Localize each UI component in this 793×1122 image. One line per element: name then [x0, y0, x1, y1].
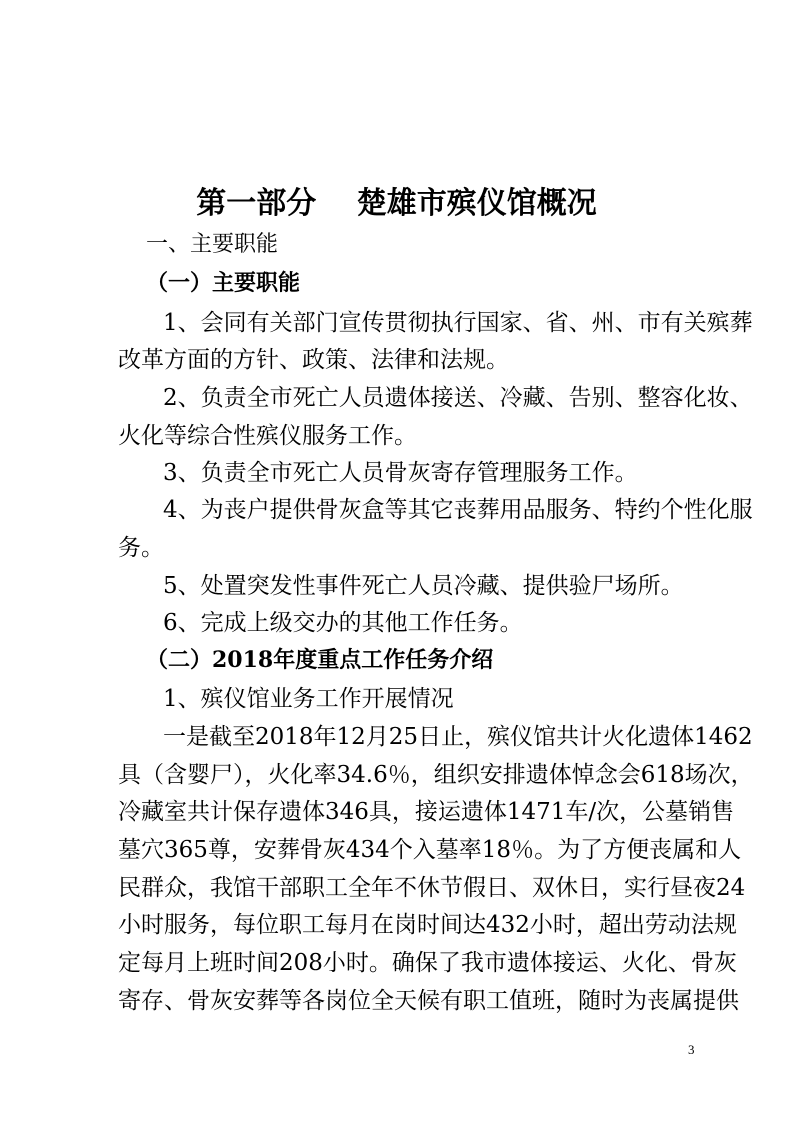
paragraph-line: 6、完成上级交办的其他工作任务。: [163, 610, 523, 636]
page-number: 3: [688, 1042, 695, 1057]
paragraph-line: 4、为丧户提供骨灰盒等其它丧葬用品服务、特约个性化服: [163, 497, 753, 523]
paragraph-line: 民群众，我馆干部职工全年不休节假日、双休日，实行昼夜24: [118, 875, 746, 901]
paragraph-line: 小时服务，每位职工每月在岗时间达432小时，超出劳动法规: [118, 912, 737, 938]
paragraph-line: 定每月上班时间208小时。确保了我市遗体接运、火化、骨灰: [118, 950, 737, 976]
paragraph-line: 3、负责全市死亡人员骨灰寄存管理服务工作。: [163, 460, 638, 486]
paragraph-line: 寄存、骨灰安葬等各岗位全天候有职工值班，随时为丧属提供: [118, 988, 739, 1014]
paragraph-line: 冷藏室共计保存遗体346具，接运遗体1471车/次，公墓销售: [118, 799, 735, 825]
paragraph-line: 一是截至2018年12月25日止，殡仪馆共计火化遗体1462: [163, 724, 753, 750]
paragraph-line: 具（含婴尸），火化率34.6％，组织安排遗体悼念会618场次，: [118, 762, 754, 788]
paragraph-line: 2、负责全市死亡人员遗体接送、冷藏、告别、整容化妆、: [163, 385, 753, 411]
paragraph-line: 1、殡仪馆业务工作开展情况: [163, 686, 454, 712]
sub-heading-main-functions: （一）主要职能: [146, 270, 301, 296]
sub-heading-key-tasks-2018: （二）2018年度重点工作任务介绍: [146, 647, 494, 673]
paragraph-line: 1、会同有关部门宣传贯彻执行国家、省、州、市有关殡葬: [163, 310, 753, 336]
paragraph-line: 5、处置突发性事件死亡人员冷藏、提供验尸场所。: [163, 573, 684, 599]
section-heading-main-functions: 一、主要职能: [146, 232, 279, 257]
paragraph-line: 务。: [118, 535, 164, 561]
paragraph-line: 墓穴365尊，安葬骨灰434个入墓率18％。为了方便丧属和人: [118, 837, 742, 863]
paragraph-line: 改革方面的方针、政策、法律和法规。: [118, 347, 509, 373]
page-title: 第一部分 楚雄市殡仪馆概况: [196, 186, 597, 221]
paragraph-line: 火化等综合性殡仪服务工作。: [118, 423, 417, 449]
